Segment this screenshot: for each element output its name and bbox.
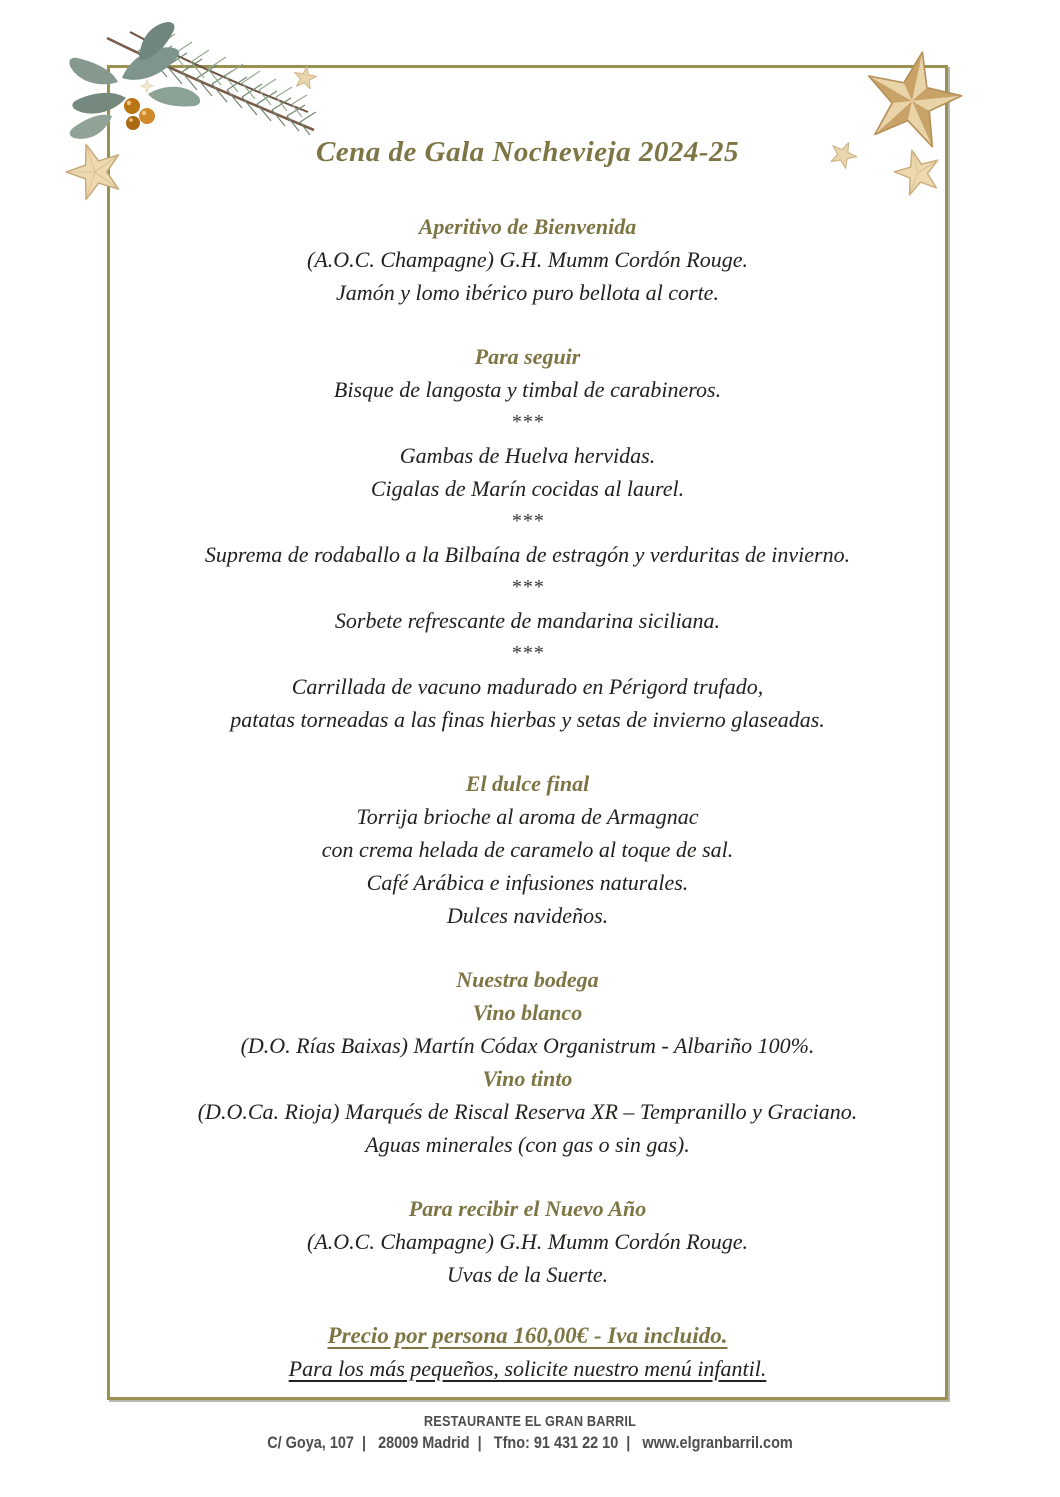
menu-line: (A.O.C. Champagne) G.H. Mumm Cordón Rouge.: [307, 1229, 748, 1254]
course-separator: ***: [511, 510, 544, 532]
section-dulce-final: [110, 767, 945, 932]
menu-line: Café Arábica e infusiones naturales.: [366, 870, 689, 895]
section-nuevo-ano: [110, 1192, 945, 1291]
menu-line: Torrija brioche al aroma de Armagnac: [356, 804, 699, 829]
section-bodega: [110, 963, 945, 1161]
menu-line: Jamón y lomo ibérico puro bellota al corte.: [336, 280, 719, 305]
wine-subheading: Vino blanco: [472, 1000, 583, 1025]
section-heading: Aperitivo de Bienvenida: [418, 214, 637, 239]
section-para-seguir: [110, 340, 945, 736]
section-heading: Para seguir: [474, 344, 581, 369]
gold-star-icon: [63, 140, 127, 204]
menu-border-frame: [107, 65, 948, 1400]
gold-star-icon: [828, 140, 858, 170]
menu-line: Uvas de la Suerte.: [446, 1262, 609, 1287]
menu-line: (A.O.C. Champagne) G.H. Mumm Cordón Rouge.: [307, 247, 748, 272]
section-heading: Para recibir el Nuevo Año: [408, 1196, 647, 1221]
menu-line: Dulces navideños.: [446, 903, 609, 928]
restaurant-address: C/ Goya, 107 | 28009 Madrid | Tfno: 91 431 22 10 | www.elgranbarril.com: [267, 1433, 793, 1452]
menu-line: Suprema de rodaballo a la Bilbaína de estragón y verduritas de invierno.: [204, 542, 851, 567]
menu-line: (D.O.Ca. Rioja) Marqués de Riscal Reserva XR – Tempranillo y Graciano.: [197, 1099, 858, 1124]
footer: [0, 1412, 1060, 1453]
section-aperitivo: [110, 210, 945, 309]
section-heading: El dulce final: [465, 771, 590, 796]
menu-line: Cigalas de Marín cocidas al laurel.: [370, 476, 685, 501]
kids-menu-note: Para los más pequeños, solicite nuestro menú infantil.: [288, 1356, 767, 1381]
menu-line: Bisque de langosta y timbal de carabineros.: [333, 377, 722, 402]
menu-line: Carrillada de vacuno madurado en Périgord trufado,: [291, 674, 764, 699]
price-per-person: Precio por persona 160,00€ - Iva incluido.: [327, 1323, 728, 1348]
gold-star-icon: [892, 147, 944, 199]
course-separator: ***: [511, 576, 544, 598]
restaurant-name: RESTAURANTE EL GRAN BARRIL: [423, 1413, 637, 1430]
gold-star-icon: [292, 65, 318, 91]
menu-line: patatas torneadas a las finas hierbas y setas de invierno glaseadas.: [230, 707, 825, 732]
menu-line: Aguas minerales (con gas o sin gas).: [365, 1132, 690, 1157]
page-title: Cena de Gala Nochevieja 2024-25: [315, 136, 740, 168]
menu-line: (D.O. Rías Baixas) Martín Códax Organistrum - Albariño 100%.: [240, 1033, 815, 1058]
menu-line: Gambas de Huelva hervidas.: [399, 443, 656, 468]
menu-line: Sorbete refrescante de mandarina siciliana.: [334, 608, 721, 633]
price-block: [110, 1319, 945, 1385]
course-separator: ***: [511, 642, 544, 664]
wine-subheading: Vino tinto: [482, 1066, 573, 1091]
gold-star-icon: [853, 42, 971, 160]
section-heading: Nuestra bodega: [456, 967, 599, 992]
menu-line: con crema helada de caramelo al toque de sal.: [321, 837, 734, 862]
course-separator: ***: [511, 411, 544, 433]
